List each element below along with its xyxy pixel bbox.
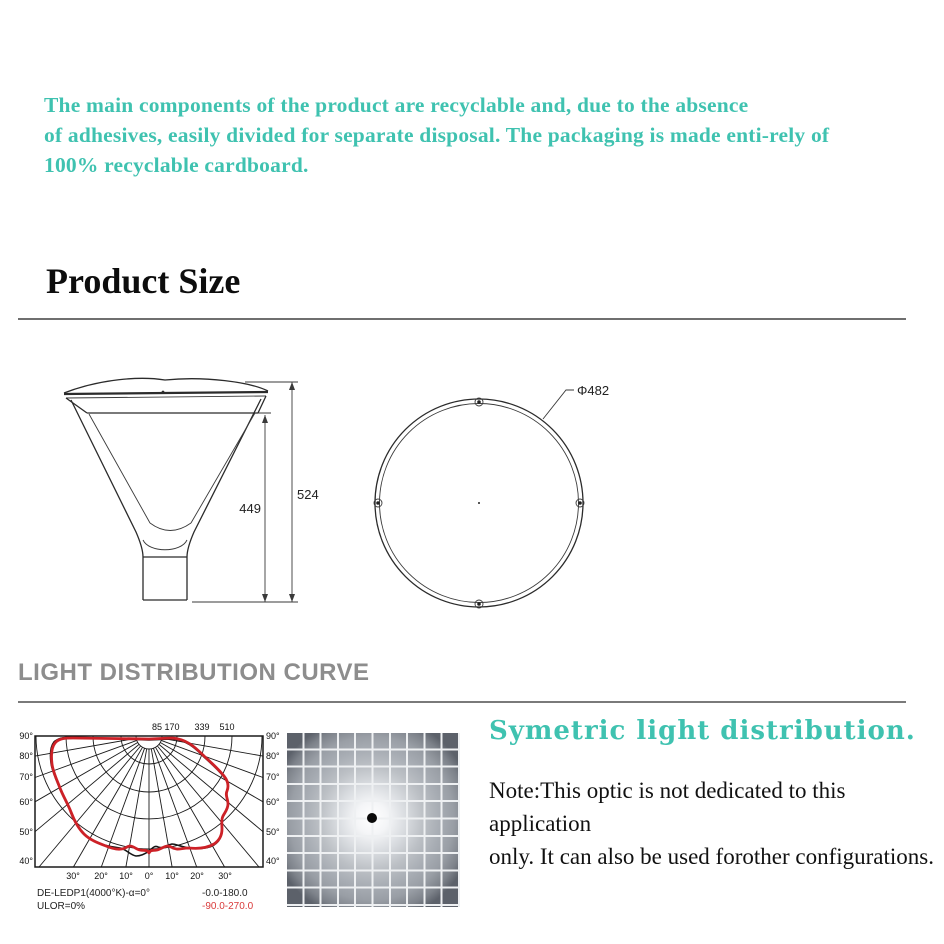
- product-size-heading: Product Size: [46, 261, 241, 301]
- diameter-label: Φ482: [577, 383, 610, 398]
- svg-text:20°: 20°: [94, 871, 108, 881]
- svg-text:90°: 90°: [266, 731, 280, 741]
- svg-text:85: 85: [151, 722, 163, 732]
- lamp-shoulder: [66, 396, 266, 413]
- lamp-body-outer-left: [71, 400, 143, 557]
- symmetric-distribution-caption: Symetric light distribution.: [489, 716, 916, 746]
- svg-text:10°: 10°: [165, 871, 179, 881]
- ldc-heading: LIGHT DISTRIBUTION CURVE: [18, 659, 370, 686]
- optic-note-line-1: Note:This optic is not dedicated to this application: [489, 778, 846, 836]
- recycle-note-line-1: The main components of the product are recyclable and, due to the absence: [44, 93, 749, 117]
- svg-text:30°: 30°: [66, 871, 80, 881]
- recycle-note-line-3: 100% recyclable cardboard.: [44, 153, 309, 177]
- dim-449-label: 449: [239, 501, 261, 516]
- svg-text:50°: 50°: [19, 827, 33, 837]
- top-view-drawing: [370, 370, 650, 615]
- legend-plane-0-180: -0.0-180.0: [202, 888, 248, 899]
- svg-text:510: 510: [219, 722, 235, 732]
- lamp-reflector-inner: [89, 413, 255, 531]
- legend-plane-90-270: -90.0-270.0: [202, 901, 254, 912]
- polar-source-line-1: DE-LEDP1(4000°K)-α=0°: [37, 888, 150, 899]
- svg-text:20°: 20°: [190, 871, 204, 881]
- section-divider-2: [18, 701, 906, 703]
- svg-text:70°: 70°: [266, 772, 280, 782]
- topview-center-dot: [478, 502, 480, 504]
- diameter-leader-line: [543, 390, 574, 419]
- light-source-dot: [367, 813, 377, 823]
- svg-text:40°: 40°: [19, 856, 33, 866]
- lamp-cap-band-top: [64, 392, 268, 394]
- section-divider: [18, 318, 906, 320]
- svg-text:170: 170: [164, 722, 180, 732]
- dim-524-lines: [192, 382, 298, 602]
- optic-note-line-2: only. It can also be used forother configurations.: [489, 844, 934, 869]
- lamp-body-outer-right: [187, 399, 261, 557]
- lamp-pole: [143, 557, 187, 600]
- svg-text:339: 339: [194, 722, 210, 732]
- side-view-drawing: [30, 372, 360, 617]
- polar-distribution-chart: [10, 718, 285, 888]
- recycle-note: [44, 90, 894, 180]
- svg-text:90°: 90°: [19, 731, 33, 741]
- svg-text:10°: 10°: [119, 871, 133, 881]
- light-spread-grid-image: [287, 733, 460, 907]
- lamp-cap-notch: [162, 391, 165, 394]
- lamp-body-bottom-curve: [143, 540, 187, 550]
- svg-text:40°: 40°: [266, 856, 280, 866]
- svg-text:60°: 60°: [19, 797, 33, 807]
- svg-text:30°: 30°: [218, 871, 232, 881]
- optic-note: [489, 774, 934, 873]
- dim-524-label: 524: [297, 487, 319, 502]
- recycle-note-line-2: of adhesives, easily divided for separate disposal. The packaging is made enti-rely of: [44, 123, 830, 147]
- svg-text:0°: 0°: [144, 871, 154, 881]
- svg-text:50°: 50°: [266, 827, 280, 837]
- svg-text:70°: 70°: [19, 772, 33, 782]
- svg-text:80°: 80°: [266, 751, 280, 761]
- svg-text:80°: 80°: [19, 751, 33, 761]
- polar-source-line-2: ULOR=0%: [37, 901, 86, 912]
- lamp-cap-dome: [64, 378, 268, 393]
- lamp-cap-band-bottom: [66, 396, 266, 398]
- svg-text:60°: 60°: [266, 797, 280, 807]
